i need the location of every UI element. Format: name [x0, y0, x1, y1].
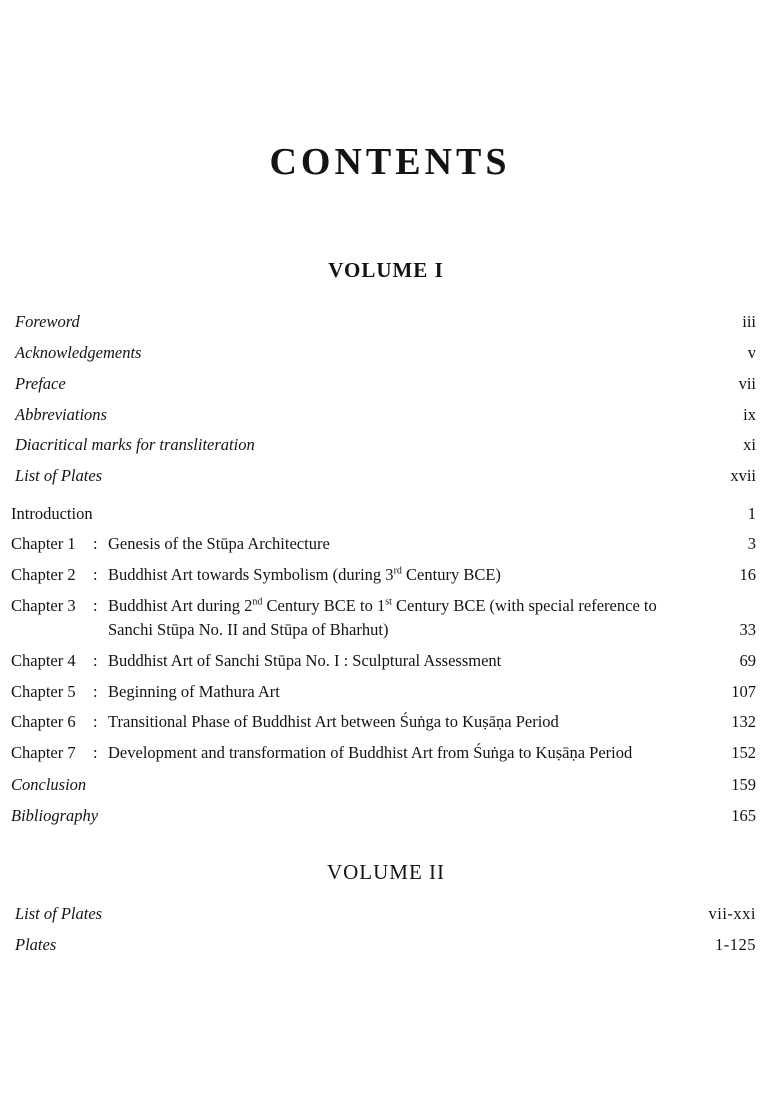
toc-entry-page: vii-xxi	[708, 904, 756, 923]
toc-entry-label: Plates	[15, 935, 57, 954]
toc-entry-label: Acknowledgements	[15, 343, 142, 362]
chapter-title: Development and transformation of Buddhist Art from Śuṅga to Kuṣāṇa Period	[108, 743, 633, 762]
chapter-title: Buddhist Art during 2nd Century BCE to 1st Century BCE (with special reference to	[108, 596, 657, 615]
chapter-number: Chapter 7	[11, 743, 76, 762]
chapter-number: Chapter 6	[11, 712, 76, 731]
toc-entry-label: List of Plates	[15, 466, 103, 485]
volume-2-heading: VOLUME II	[326, 860, 446, 884]
page-title: CONTENTS	[269, 141, 511, 183]
chapter-title: Genesis of the Stūpa Architecture	[108, 534, 330, 553]
chapter-page: 152	[731, 743, 756, 762]
chapter-number: Chapter 3	[11, 596, 76, 615]
toc-entry-label: Conclusion	[11, 775, 87, 794]
toc-entry-page: 165	[731, 806, 756, 825]
toc-entry-page: vii	[738, 374, 756, 393]
chapter-number: Chapter 1	[11, 534, 76, 553]
chapter-page: 16	[739, 565, 756, 584]
chapter-separator: :	[93, 596, 98, 615]
toc-entry-label: Abbreviations	[15, 405, 107, 424]
toc-entry-page: iii	[742, 312, 756, 331]
chapter-page: 69	[739, 651, 756, 670]
chapter-separator: :	[93, 682, 98, 701]
toc-entry-label: List of Plates	[15, 904, 103, 923]
chapter-title: Transitional Phase of Buddhist Art between Śuṅga to Kuṣāṇa Period	[108, 712, 559, 731]
chapter-number: Chapter 5	[11, 682, 76, 701]
chapter-separator: :	[93, 565, 98, 584]
toc-entry-label: Foreword	[15, 312, 80, 331]
chapter-separator: :	[93, 743, 98, 762]
toc-entry-page: ix	[743, 405, 756, 424]
toc-entry-page: v	[747, 343, 756, 362]
toc-entry-page: xvii	[730, 466, 756, 485]
toc-entry-page: xi	[743, 435, 756, 454]
chapter-page: 132	[731, 712, 756, 731]
volume-1-heading: VOLUME I	[328, 258, 444, 282]
toc-entry-page: 1	[747, 504, 756, 523]
toc-entry-label: Bibliography	[11, 806, 99, 825]
chapter-separator: :	[93, 712, 98, 731]
chapter-page: 33	[739, 620, 756, 639]
chapter-title: Buddhist Art towards Symbolism (during 3rd Century BCE)	[108, 565, 501, 584]
toc-entry-page: 159	[731, 775, 756, 794]
chapter-title-continued: Sanchi Stūpa No. II and Stūpa of Bharhut)	[108, 620, 389, 639]
chapter-page: 3	[747, 534, 756, 553]
toc-entry-label: Diacritical marks for transliteration	[15, 435, 255, 454]
chapter-title: Buddhist Art of Sanchi Stūpa No. I : Sculptural Assessment	[108, 651, 502, 670]
chapter-number: Chapter 4	[11, 651, 76, 670]
chapter-page: 107	[731, 682, 756, 701]
chapter-separator: :	[93, 651, 98, 670]
toc-entry-label: Introduction	[11, 504, 93, 523]
chapter-number: Chapter 2	[11, 565, 76, 584]
chapter-title: Beginning of Mathura Art	[108, 682, 280, 701]
chapter-separator: :	[93, 534, 98, 553]
toc-entry-page: 1-125	[715, 935, 756, 954]
toc-entry-label: Preface	[15, 374, 66, 393]
